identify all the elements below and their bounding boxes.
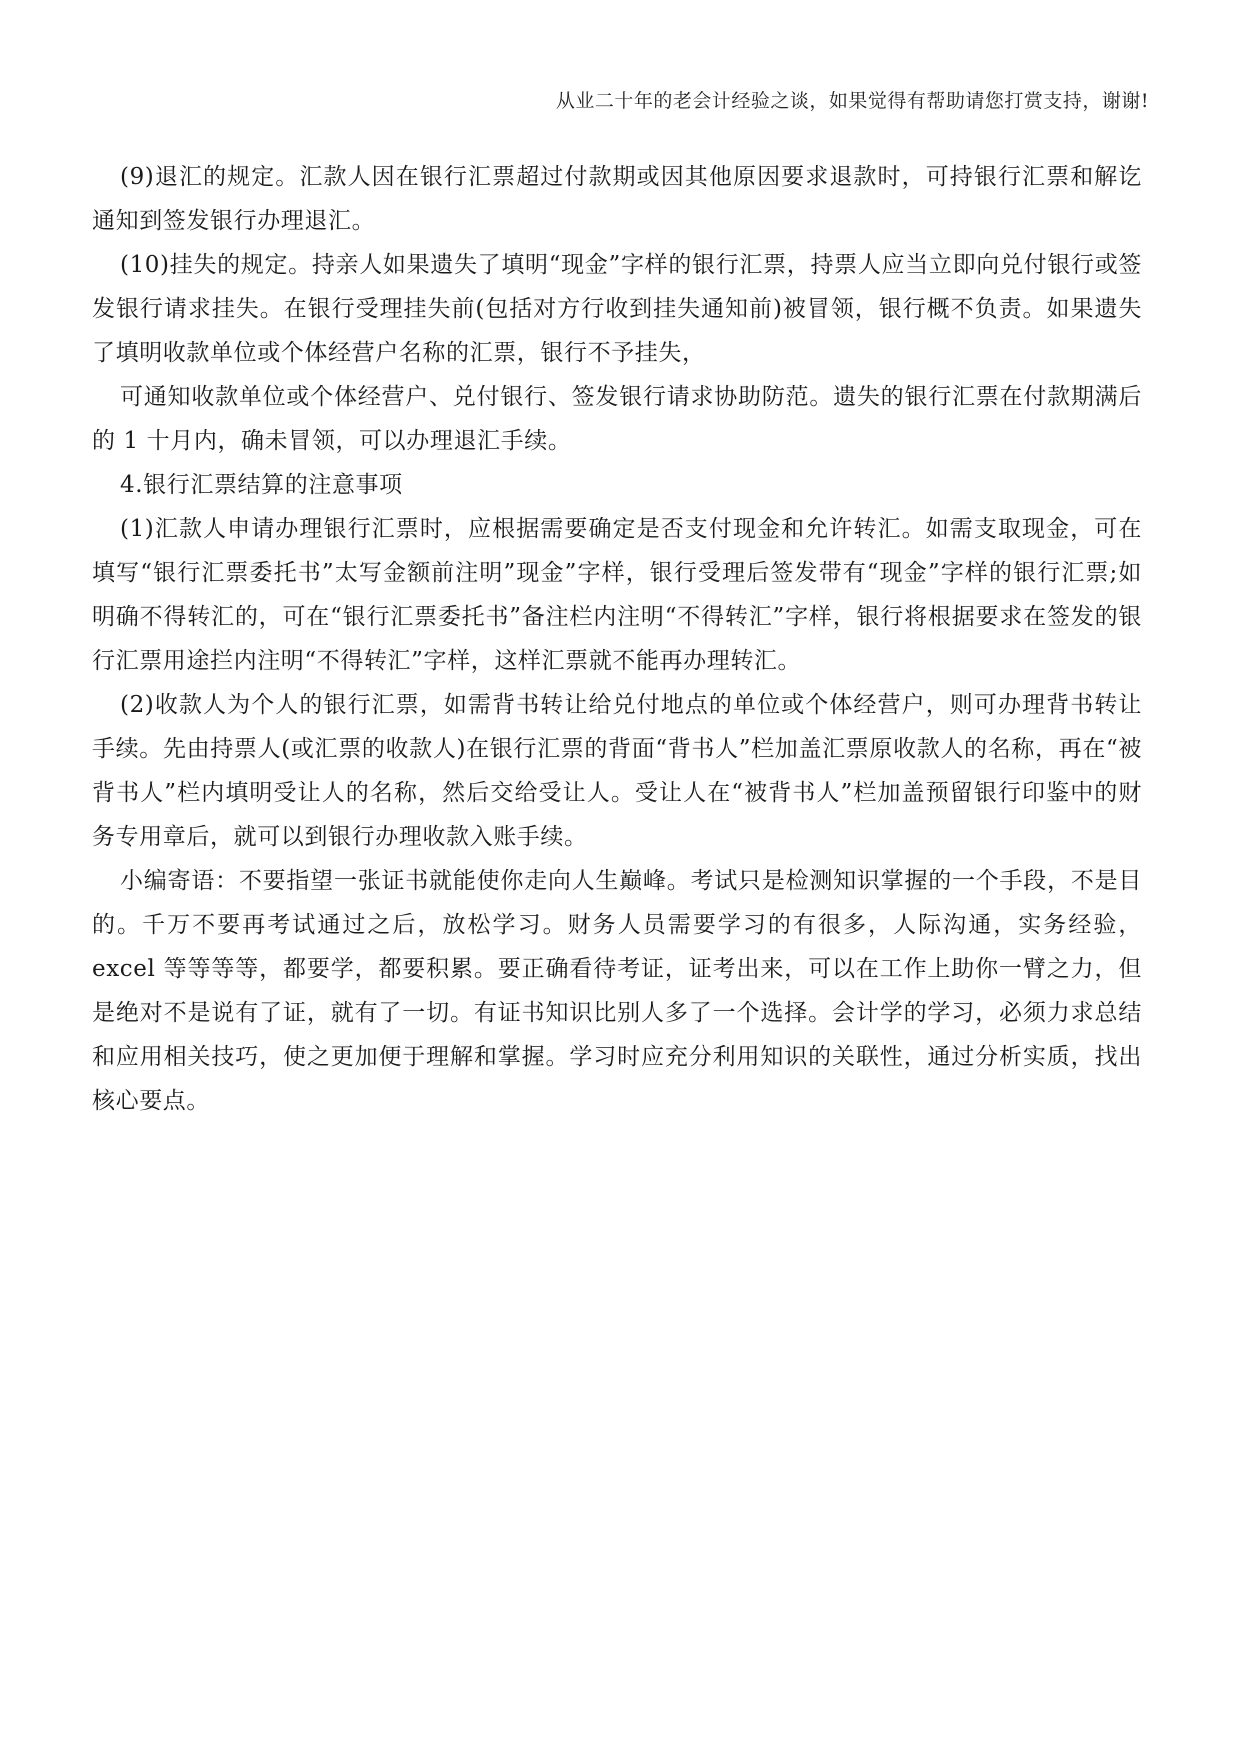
paragraph-refund-rule: (9)退汇的规定。汇款人因在银行汇票超过付款期或因其他原因要求退款时，可持银行汇票和解讫通知到签发银行办理退汇。 bbox=[92, 164, 1142, 234]
paragraph-cash-transfer: (1)汇款人申请办理银行汇票时，应根据需要确定是否支付现金和允许转汇。如需支取现金，可在填写“银行汇票委托书”太写金额前注明”现金”字样，银行受理后签发带有“现金”字样的银行汇票;如明确不得转汇的，可在“银行汇票委托书”备注栏内注明“不得转汇”字样，银行将根据要求在签发的银行汇票用途拦内注明“不得转汇”字样，这样汇票就不能再办理转汇。 bbox=[92, 516, 1142, 674]
paragraph-loss-report-rule: (10)挂失的规定。持亲人如果遗失了填明“现金”字样的银行汇票，持票人应当立即向兑付银行或签发银行请求挂失。在银行受理挂失前(包括对方行收到挂失通知前)被冒领，银行概不负责。如果遗失了填明收款单位或个体经营户名称的汇票，银行不予挂失， bbox=[92, 252, 1142, 366]
paragraph-loss-notice: 可通知收款单位或个体经营户、兑付银行、签发银行请求协助防范。遗失的银行汇票在付款期满后的 1 十月内，确未冒领，可以办理退汇手续。 bbox=[92, 384, 1142, 454]
section-heading: 4.银行汇票结算的注意事项 bbox=[120, 472, 403, 498]
paragraph-editor-note: 小编寄语：不要指望一张证书就能使你走向人生巅峰。考试只是检测知识掌握的一个手段，不是目的。千万不要再考试通过之后，放松学习。财务人员需要学习的有很多，人际沟通，实务经验，excel 等等等等，都要学，都要积累。要正确看待考证，证考出来，可以在工作上助你一臂之力，但是绝对不是说有了证，就有了一切。有证书知识比别人多了一个选择。会计学的学习，必须力求总结和应用相关技巧，使之更加便于理解和掌握。学习时应充分利用知识的关联性，通过分析实质，找出核心要点。 bbox=[92, 868, 1142, 1114]
document-body bbox=[92, 155, 1142, 1123]
header-note: 从业二十年的老会计经验之谈，如果觉得有帮助请您打赏支持，谢谢! bbox=[555, 90, 1149, 112]
paragraph-endorsement: (2)收款人为个人的银行汇票，如需背书转让给兑付地点的单位或个体经营户，则可办理背书转让手续。先由持票人(或汇票的收款人)在银行汇票的背面“背书人”栏加盖汇票原收款人的名称，再在“被背书人”栏内填明受让人的名称，然后交给受让人。受让人在“被背书人”栏加盖预留银行印鉴中的财务专用章后，就可以到银行办理收款入账手续。 bbox=[92, 692, 1142, 850]
